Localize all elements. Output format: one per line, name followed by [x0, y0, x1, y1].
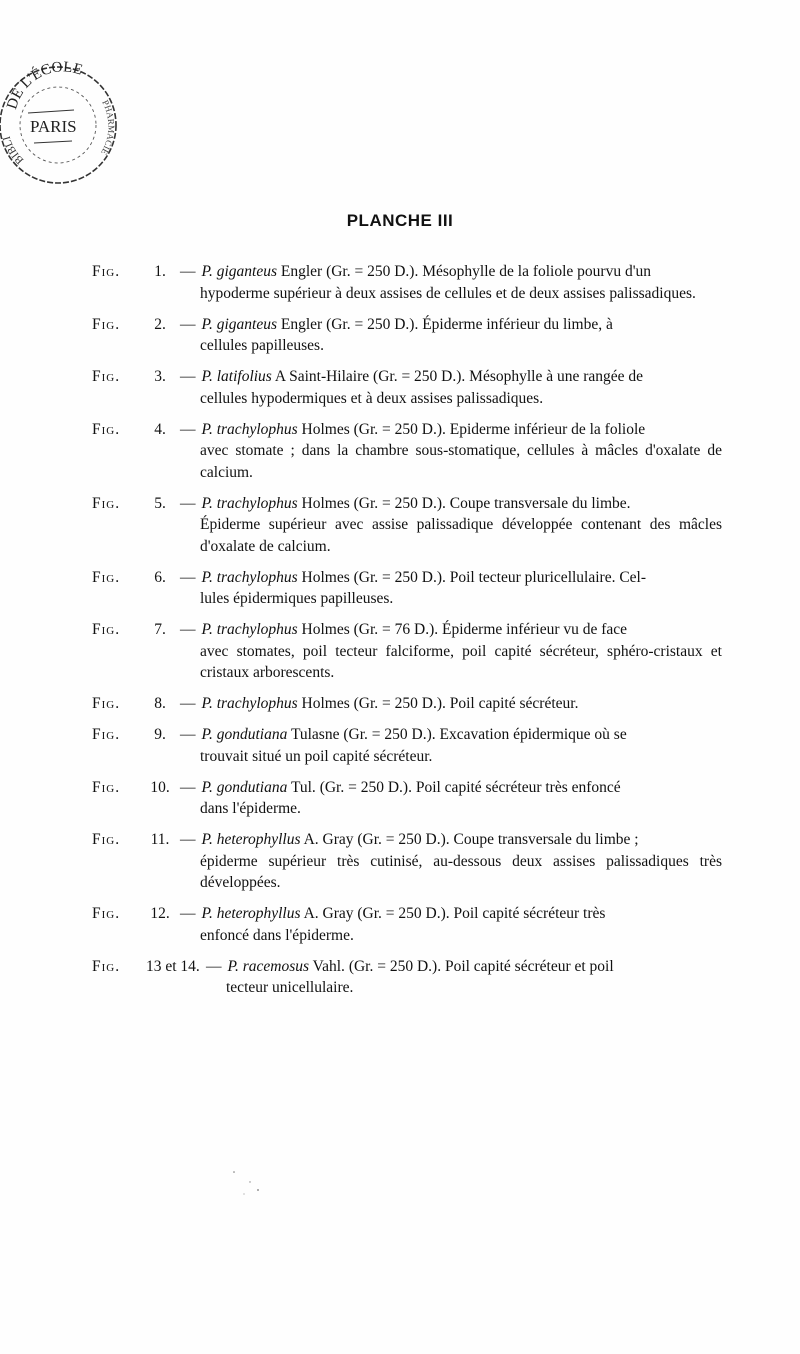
caption-text: (Gr. = 250 D.). Excavation épidermique où se [343, 726, 627, 743]
caption-continuation: avec stomates, poil tecteur falciforme, poil capité sécréteur, sphéro-cristaux et cristaux arborescents. [200, 642, 722, 681]
caption-first-line [180, 261, 722, 283]
caption-first-line [180, 314, 722, 336]
figure-caption [92, 419, 722, 484]
figure-caption [92, 261, 722, 304]
dash-separator: — [180, 568, 196, 586]
figure-description [180, 619, 722, 684]
caption-continuation: cellules hypodermiques et à deux assises palissadiques. [200, 389, 544, 407]
figure-captions [92, 261, 722, 1008]
figure-caption [92, 567, 722, 610]
figure-number: 1. [154, 263, 166, 280]
caption-text: (Gr. = 250 D.). Poil capité sécréteur très [357, 905, 606, 922]
figure-label: Fig. [92, 957, 121, 975]
figure-number: 12. [150, 905, 170, 922]
figure-description [180, 493, 722, 558]
caption-continuation: trouvait situé un poil capité sécréteur. [200, 747, 433, 765]
figure-number: 7. [154, 621, 166, 638]
caption-first-line [180, 493, 722, 515]
figure-number: 13 et 14. [146, 957, 200, 975]
caption-first-line [180, 903, 722, 925]
dash-separator: — [180, 695, 196, 712]
dash-separator: — [180, 621, 196, 638]
species-name: P. heterophyllus [201, 905, 301, 922]
caption-continuation: dans l'épiderme. [200, 800, 301, 817]
figure-description [206, 956, 722, 999]
caption-first-line [180, 567, 722, 589]
species-name: P. trachylophus [201, 420, 298, 438]
figure-caption [92, 956, 722, 999]
species-author: Holmes [301, 420, 350, 438]
species-name: P. giganteus [201, 315, 277, 333]
species-author: A. Gray [303, 831, 354, 848]
figure-label: Fig. [92, 695, 121, 712]
species-name: P. trachylophus [201, 568, 298, 586]
species-author: Engler [280, 315, 323, 333]
caption-first-line [180, 724, 722, 746]
figure-number: 2. [154, 315, 166, 333]
dash-separator: — [180, 726, 196, 743]
figure-description [180, 777, 722, 820]
caption-continuation: lules épidermiques papilleuses. [200, 590, 394, 607]
figure-description [180, 567, 722, 610]
library-stamp [0, 40, 119, 190]
figure-caption [92, 829, 722, 894]
species-name: P. latifolius [201, 368, 272, 385]
figure-description [180, 724, 722, 767]
species-author: Engler [280, 263, 323, 280]
figure-label: Fig. [92, 726, 121, 743]
figure-description [180, 829, 722, 894]
figure-number: 5. [154, 494, 166, 512]
species-author: Holmes [301, 695, 350, 712]
caption-continuation: cellules papilleuses. [200, 337, 324, 354]
figure-number: 8. [154, 695, 166, 712]
caption-first-line [180, 419, 722, 441]
stamp-center-text: PARIS [30, 117, 77, 136]
caption-text: (Gr. = 250 D.). Poil tecteur pluricellulaire. Cel- [353, 568, 647, 586]
figure-caption [92, 366, 722, 409]
figure-description [180, 419, 722, 484]
dash-separator: — [180, 778, 196, 796]
dash-separator: — [206, 957, 222, 975]
figure-number: 9. [154, 726, 166, 743]
dash-separator: — [180, 494, 196, 512]
caption-text: (Gr. = 250 D.). Poil capité sécréteur. [353, 695, 579, 712]
species-name: P. heterophyllus [201, 831, 301, 848]
species-author: A. Gray [303, 905, 354, 922]
figure-number: 10. [150, 778, 170, 796]
stamp-top-text: DE L'ÉCOLE [4, 59, 85, 112]
caption-text: (Gr. = 250 D.). Poil capité sécréteur et poil [348, 957, 614, 975]
figure-description [180, 903, 722, 946]
figure-number: 6. [154, 568, 166, 586]
figure-description [180, 693, 722, 715]
figure-label: Fig. [92, 905, 121, 922]
figure-number: 4. [154, 420, 166, 438]
caption-first-line [206, 956, 722, 978]
species-author: Holmes [301, 621, 350, 638]
plate-title: PLANCHE III [346, 211, 454, 230]
dash-separator: — [180, 263, 196, 280]
caption-first-line [180, 829, 722, 851]
caption-text: (Gr. = 250 D.). Épiderme inférieur du limbe, à [326, 315, 613, 333]
figure-caption [92, 777, 722, 820]
species-name: P. gondutiana [201, 726, 288, 743]
caption-text: (Gr. = 250 D.). Mésophylle à une rangée de [373, 368, 644, 385]
caption-text: (Gr. = 250 D.). Poil capité sécréteur très enfoncé [319, 778, 621, 796]
dash-separator: — [180, 905, 196, 922]
species-name: P. trachylophus [201, 695, 298, 712]
caption-first-line [180, 619, 722, 641]
species-name: P. gondutiana [201, 778, 288, 796]
figure-label: Fig. [92, 263, 121, 280]
figure-caption [92, 693, 722, 715]
figure-label: Fig. [92, 494, 121, 512]
species-name: P. racemosus [227, 957, 310, 975]
dash-separator: — [180, 368, 196, 385]
figure-description [180, 314, 722, 357]
caption-first-line [180, 366, 722, 388]
figure-caption [92, 619, 722, 684]
dash-separator: — [180, 315, 196, 333]
stamp-right-text: PHARMACIE [99, 98, 117, 157]
species-author: Tulasne [290, 726, 340, 743]
figure-number: 11. [150, 831, 170, 848]
species-author: Tul. [290, 778, 316, 796]
caption-text: (Gr. = 250 D.). Mésophylle de la foliole pourvu d'un [326, 263, 652, 280]
figure-description [180, 261, 722, 304]
species-author: Holmes [301, 494, 350, 512]
paper-specks [220, 1160, 280, 1200]
figure-caption [92, 903, 722, 946]
species-author: A Saint-Hilaire [274, 368, 370, 385]
caption-first-line [180, 693, 722, 715]
dash-separator: — [180, 831, 196, 848]
figure-label: Fig. [92, 368, 121, 385]
figure-caption [92, 493, 722, 558]
caption-continuation: tecteur unicellulaire. [226, 979, 354, 996]
caption-text: (Gr. = 250 D.). Epiderme inférieur de la foliole [353, 420, 646, 438]
figure-label: Fig. [92, 420, 121, 438]
caption-continuation: enfoncé dans l'épiderme. [200, 926, 354, 944]
figure-label: Fig. [92, 778, 121, 796]
species-name: P. trachylophus [201, 621, 298, 638]
figure-label: Fig. [92, 621, 121, 638]
species-name: P. trachylophus [201, 494, 298, 512]
stamp-left-text: BIBLI [0, 134, 27, 167]
figure-caption [92, 724, 722, 767]
caption-continuation: avec stomate ; dans la chambre sous-stomatique, cellules à mâcles d'oxalate de calcium. [200, 442, 722, 481]
caption-text: (Gr. = 250 D.). Coupe transversale du limbe ; [357, 831, 639, 848]
caption-text: (Gr. = 76 D.). Épiderme inférieur vu de face [353, 621, 628, 638]
dash-separator: — [180, 420, 196, 438]
svg-text:DE L'ÉCOLE [4, 59, 84, 111]
caption-continuation: Épiderme supérieur avec assise palissadique développée contenant des mâcles d'oxalate de calcium. [200, 516, 722, 555]
species-author: Vahl. [312, 957, 345, 975]
species-name: P. giganteus [201, 263, 277, 280]
caption-continuation: épiderme supérieur très cutinisé, au-dessous deux assises palissadiques très développées. [200, 852, 722, 891]
caption-text: (Gr. = 250 D.). Coupe transversale du limbe. [353, 494, 631, 512]
figure-label: Fig. [92, 831, 121, 848]
caption-continuation: hypoderme supérieur à deux assises de cellules et de deux assises palissadiques. [200, 284, 696, 302]
figure-label: Fig. [92, 315, 121, 333]
species-author: Holmes [301, 568, 350, 586]
figure-caption [92, 314, 722, 357]
figure-description [180, 366, 722, 409]
figure-number: 3. [154, 368, 166, 385]
figure-label: Fig. [92, 568, 121, 586]
caption-first-line [180, 777, 722, 799]
